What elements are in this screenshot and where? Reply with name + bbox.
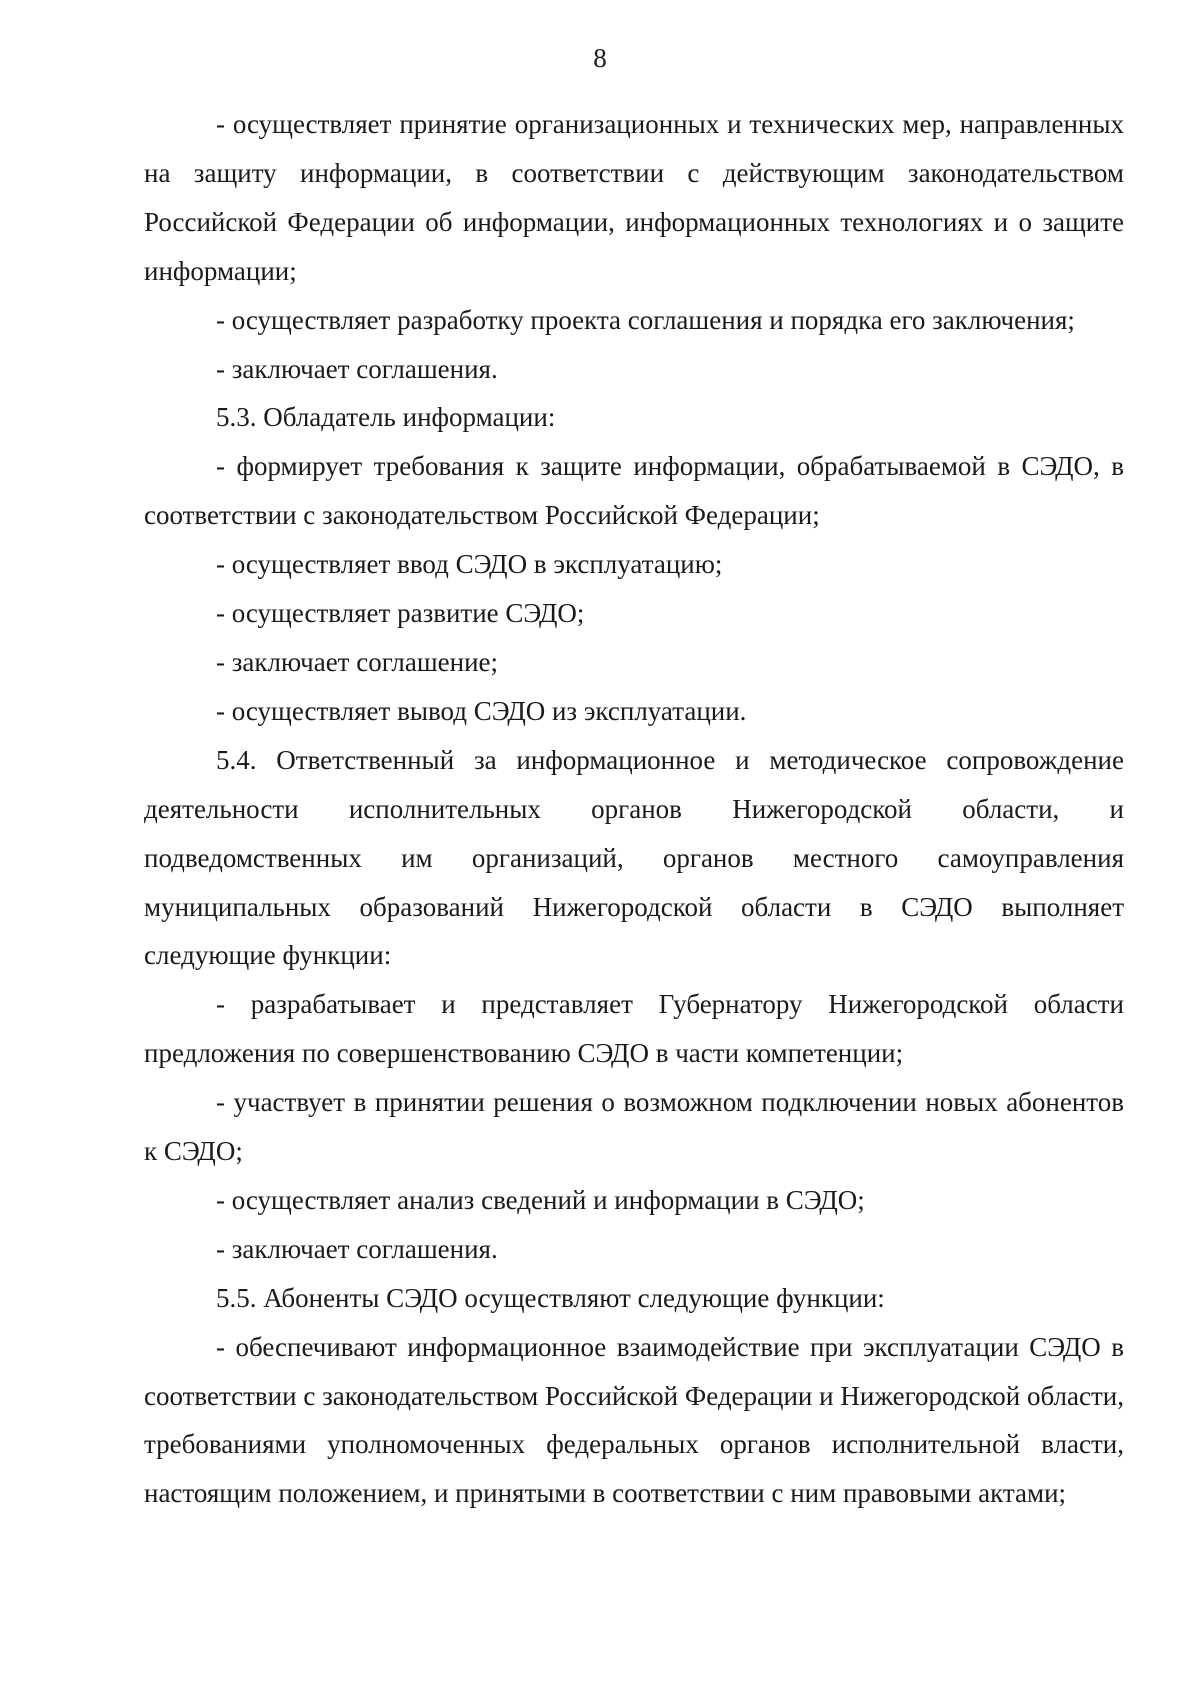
- paragraph-protection-requirements: - формирует требования к защите информации, обрабатываемой в СЭДО, в соответствии с законодательством Российской Федерации;: [144, 451, 1124, 531]
- section-heading-5-5: 5.5. Абоненты СЭДО осуществляют следующие функции:: [216, 1282, 885, 1313]
- paragraph-development: - осуществляет развитие СЭДО;: [216, 598, 585, 629]
- page-number: 8: [593, 43, 607, 73]
- section-heading-5-3: 5.3. Обладатель информации:: [216, 402, 556, 433]
- section-heading-5-4: 5.4. Ответственный за информационное и методическое сопровождение деятельности исполнительных органов Нижегородской области, и подведомственных им организаций, органов местного самоуправления муниципальных образований Нижегородской области в СЭДО выполняет следующие функции:: [144, 744, 1124, 971]
- paragraph-new-subscribers: - участвует в принятии решения о возможном подключении новых абонентов к СЭДО;: [144, 1087, 1124, 1167]
- paragraph-agreement-draft: - осуществляет разработку проекта соглашения и порядка его заключения;: [216, 304, 1075, 335]
- paragraph-concludes-agreement: - заключает соглашение;: [216, 646, 499, 677]
- document-body: [144, 100, 1124, 1518]
- paragraph-analysis: - осуществляет анализ сведений и информации в СЭДО;: [216, 1184, 865, 1215]
- paragraph-information-interaction: - обеспечивают информационное взаимодействие при эксплуатации СЭДО в соответствии с законодательством Российской Федерации и Нижегородской области, требованиями уполномоченных федеральных органов исполнительной власти, настоящим положением, и принятыми в соответствии с ним правовыми актами;: [144, 1331, 1124, 1509]
- paragraph-decommissioning: - осуществляет вывод СЭДО из эксплуатации.: [216, 695, 747, 726]
- paragraph-protection-measures: - осуществляет принятие организационных и технических мер, направленных на защиту информации, в соответствии с действующим законодательством Российской Федерации об информации, информационных технологиях и о защите информации;: [144, 109, 1124, 286]
- paragraph-proposals-governor: - разрабатывает и представляет Губернатору Нижегородской области предложения по совершенствованию СЭДО в части компетенции;: [144, 989, 1124, 1069]
- paragraph-concludes-agreements-2: - заключает соглашения.: [216, 1233, 498, 1264]
- paragraph-concludes-agreements: - заключает соглашения.: [216, 353, 498, 384]
- paragraph-commissioning: - осуществляет ввод СЭДО в эксплуатацию;: [216, 549, 723, 580]
